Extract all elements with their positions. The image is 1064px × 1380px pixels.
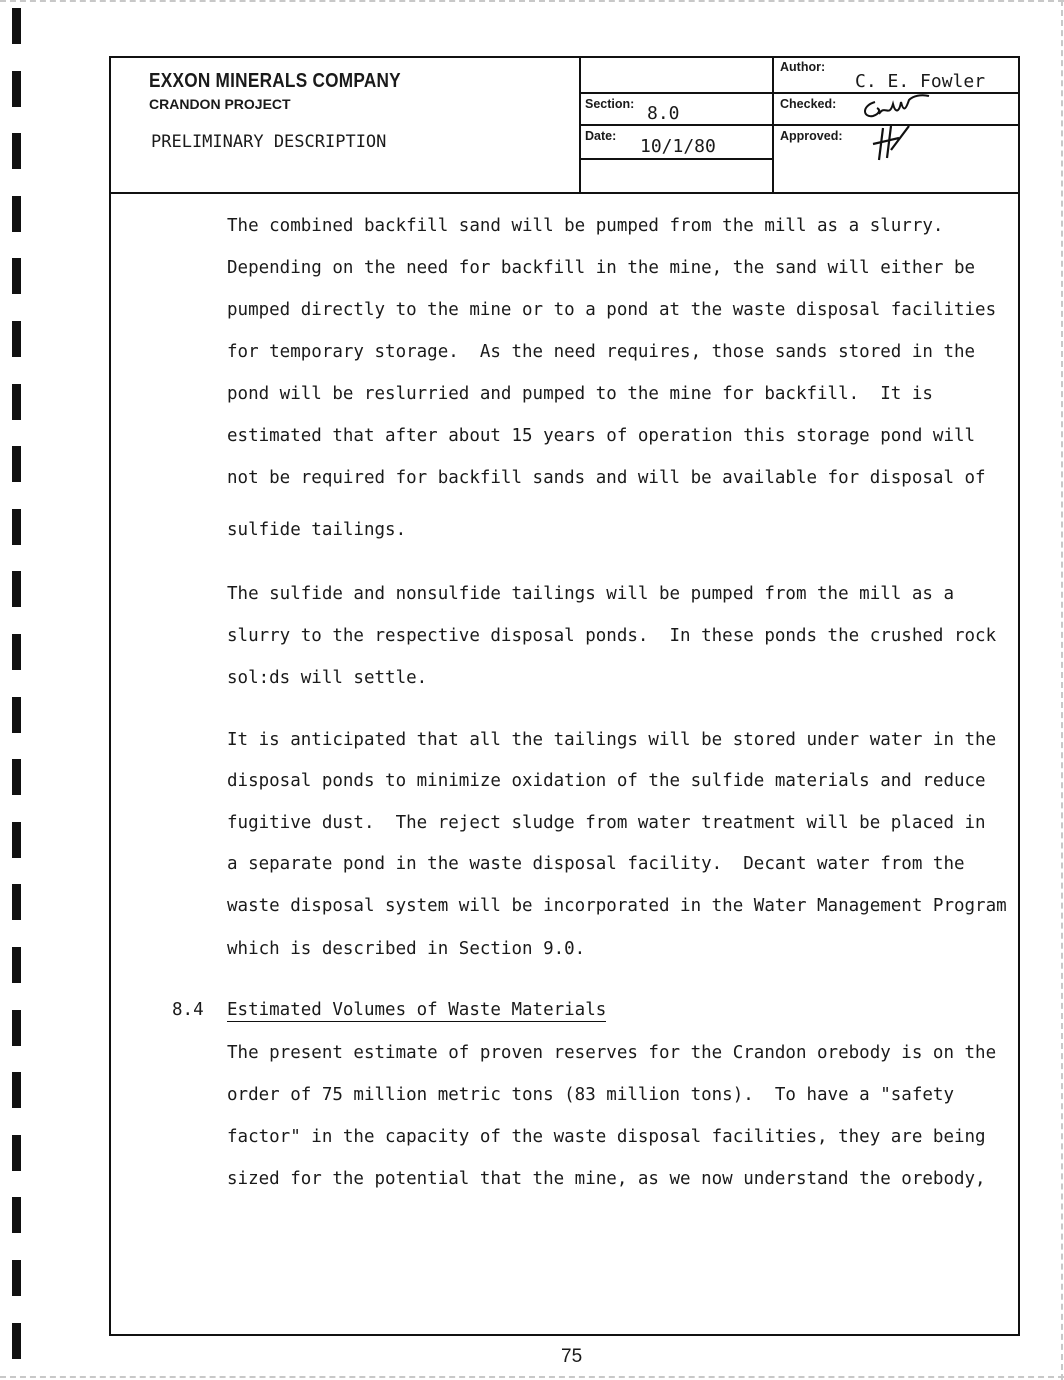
- binding-hole: [12, 822, 21, 858]
- paragraph-1-line-4: for temporary storage. As the need requires, those sands stored in the: [227, 342, 976, 362]
- section-line-4: sized for the potential that the mine, as we now understand the orebody,: [227, 1169, 986, 1189]
- paragraph-3-line-4: a separate pond in the waste disposal facility. Decant water from the: [227, 854, 965, 874]
- header-row-line-3: [579, 158, 772, 160]
- paragraph-1-line-5: pond will be reslurried and pumped to the mine for backfill. It is: [227, 384, 933, 404]
- header-block: [111, 58, 1018, 194]
- paragraph-1-line-7: not be required for backfill sands and will be available for disposal of: [227, 468, 986, 488]
- page-edge-right: [1061, 0, 1063, 1380]
- section-label: Section:: [585, 97, 635, 111]
- project-name: CRANDON PROJECT: [149, 96, 291, 112]
- binding-hole: [12, 759, 21, 795]
- paragraph-2-line-3: sol:ds will settle.: [227, 668, 428, 688]
- paragraph-3-line-1: It is anticipated that all the tailings will be stored under water in the: [227, 730, 997, 750]
- paragraph-3-line-6: which is described in Section 9.0.: [227, 939, 586, 959]
- paragraph-1-line-3: pumped directly to the mine or to a pond at the waste disposal facilities: [227, 300, 997, 320]
- section-line-1: The present estimate of proven reserves for the Crandon orebody is on the: [227, 1043, 997, 1063]
- binding-hole: [12, 1260, 21, 1296]
- checked-label: Checked:: [780, 97, 837, 111]
- binding-hole: [12, 71, 21, 107]
- binding-hole: [12, 446, 21, 482]
- document-type: PRELIMINARY DESCRIPTION: [151, 132, 387, 152]
- binding-holes: [12, 0, 24, 1380]
- binding-hole: [12, 634, 21, 670]
- binding-hole: [12, 571, 21, 607]
- page-edge-bottom: [0, 1376, 1064, 1378]
- binding-hole: [12, 321, 21, 357]
- paragraph-3-line-3: fugitive dust. The reject sludge from water treatment will be placed in: [227, 813, 986, 833]
- binding-hole: [12, 133, 21, 169]
- section-number: 8.4: [172, 1000, 204, 1020]
- binding-hole: [12, 196, 21, 232]
- section-line-2: order of 75 million metric tons (83 million tons). To have a "safety: [227, 1085, 954, 1105]
- paragraph-3-line-5: waste disposal system will be incorporated in the Water Management Program: [227, 896, 1007, 916]
- page-number: 75: [561, 1346, 583, 1367]
- approved-label: Approved:: [780, 129, 843, 143]
- date-label: Date:: [585, 129, 617, 143]
- binding-hole: [12, 1072, 21, 1108]
- binding-hole: [12, 697, 21, 733]
- binding-hole: [12, 509, 21, 545]
- binding-hole: [12, 1323, 21, 1359]
- paragraph-3-line-2: disposal ponds to minimize oxidation of the sulfide materials and reduce: [227, 771, 986, 791]
- binding-hole: [12, 947, 21, 983]
- header-row-line-2: [579, 124, 1018, 126]
- date-value: 10/1/80: [640, 136, 716, 157]
- paragraph-1-line-1: The combined backfill sand will be pumped from the mill as a slurry.: [227, 216, 944, 236]
- binding-hole: [12, 884, 21, 920]
- paragraph-2-line-1: The sulfide and nonsulfide tailings will be pumped from the mill as a: [227, 584, 954, 604]
- author-value: C. E. Fowler: [855, 71, 986, 92]
- paragraph-1-line-8: sulfide tailings.: [227, 520, 407, 540]
- binding-hole: [12, 384, 21, 420]
- paragraph-2-line-2: slurry to the respective disposal ponds. In these ponds the crushed rock: [227, 626, 997, 646]
- company-name: EXXON MINERALS COMPANY: [149, 70, 401, 92]
- approved-initials-icon: [869, 120, 919, 164]
- page-edge-top: [0, 0, 1064, 2]
- section-title: Estimated Volumes of Waste Materials: [227, 1000, 607, 1020]
- paragraph-1-line-2: Depending on the need for backfill in the mine, the sand will either be: [227, 258, 976, 278]
- paragraph-1-line-6: estimated that after about 15 years of operation this storage pond will: [227, 426, 976, 446]
- binding-hole: [12, 1135, 21, 1171]
- section-line-3: factor" in the capacity of the waste disposal facilities, they are being: [227, 1127, 986, 1147]
- binding-hole: [12, 8, 21, 44]
- binding-hole: [12, 258, 21, 294]
- header-row-line-1: [579, 92, 1018, 94]
- author-label: Author:: [780, 60, 826, 74]
- binding-hole: [12, 1010, 21, 1046]
- binding-hole: [12, 1197, 21, 1233]
- section-value: 8.0: [647, 103, 680, 124]
